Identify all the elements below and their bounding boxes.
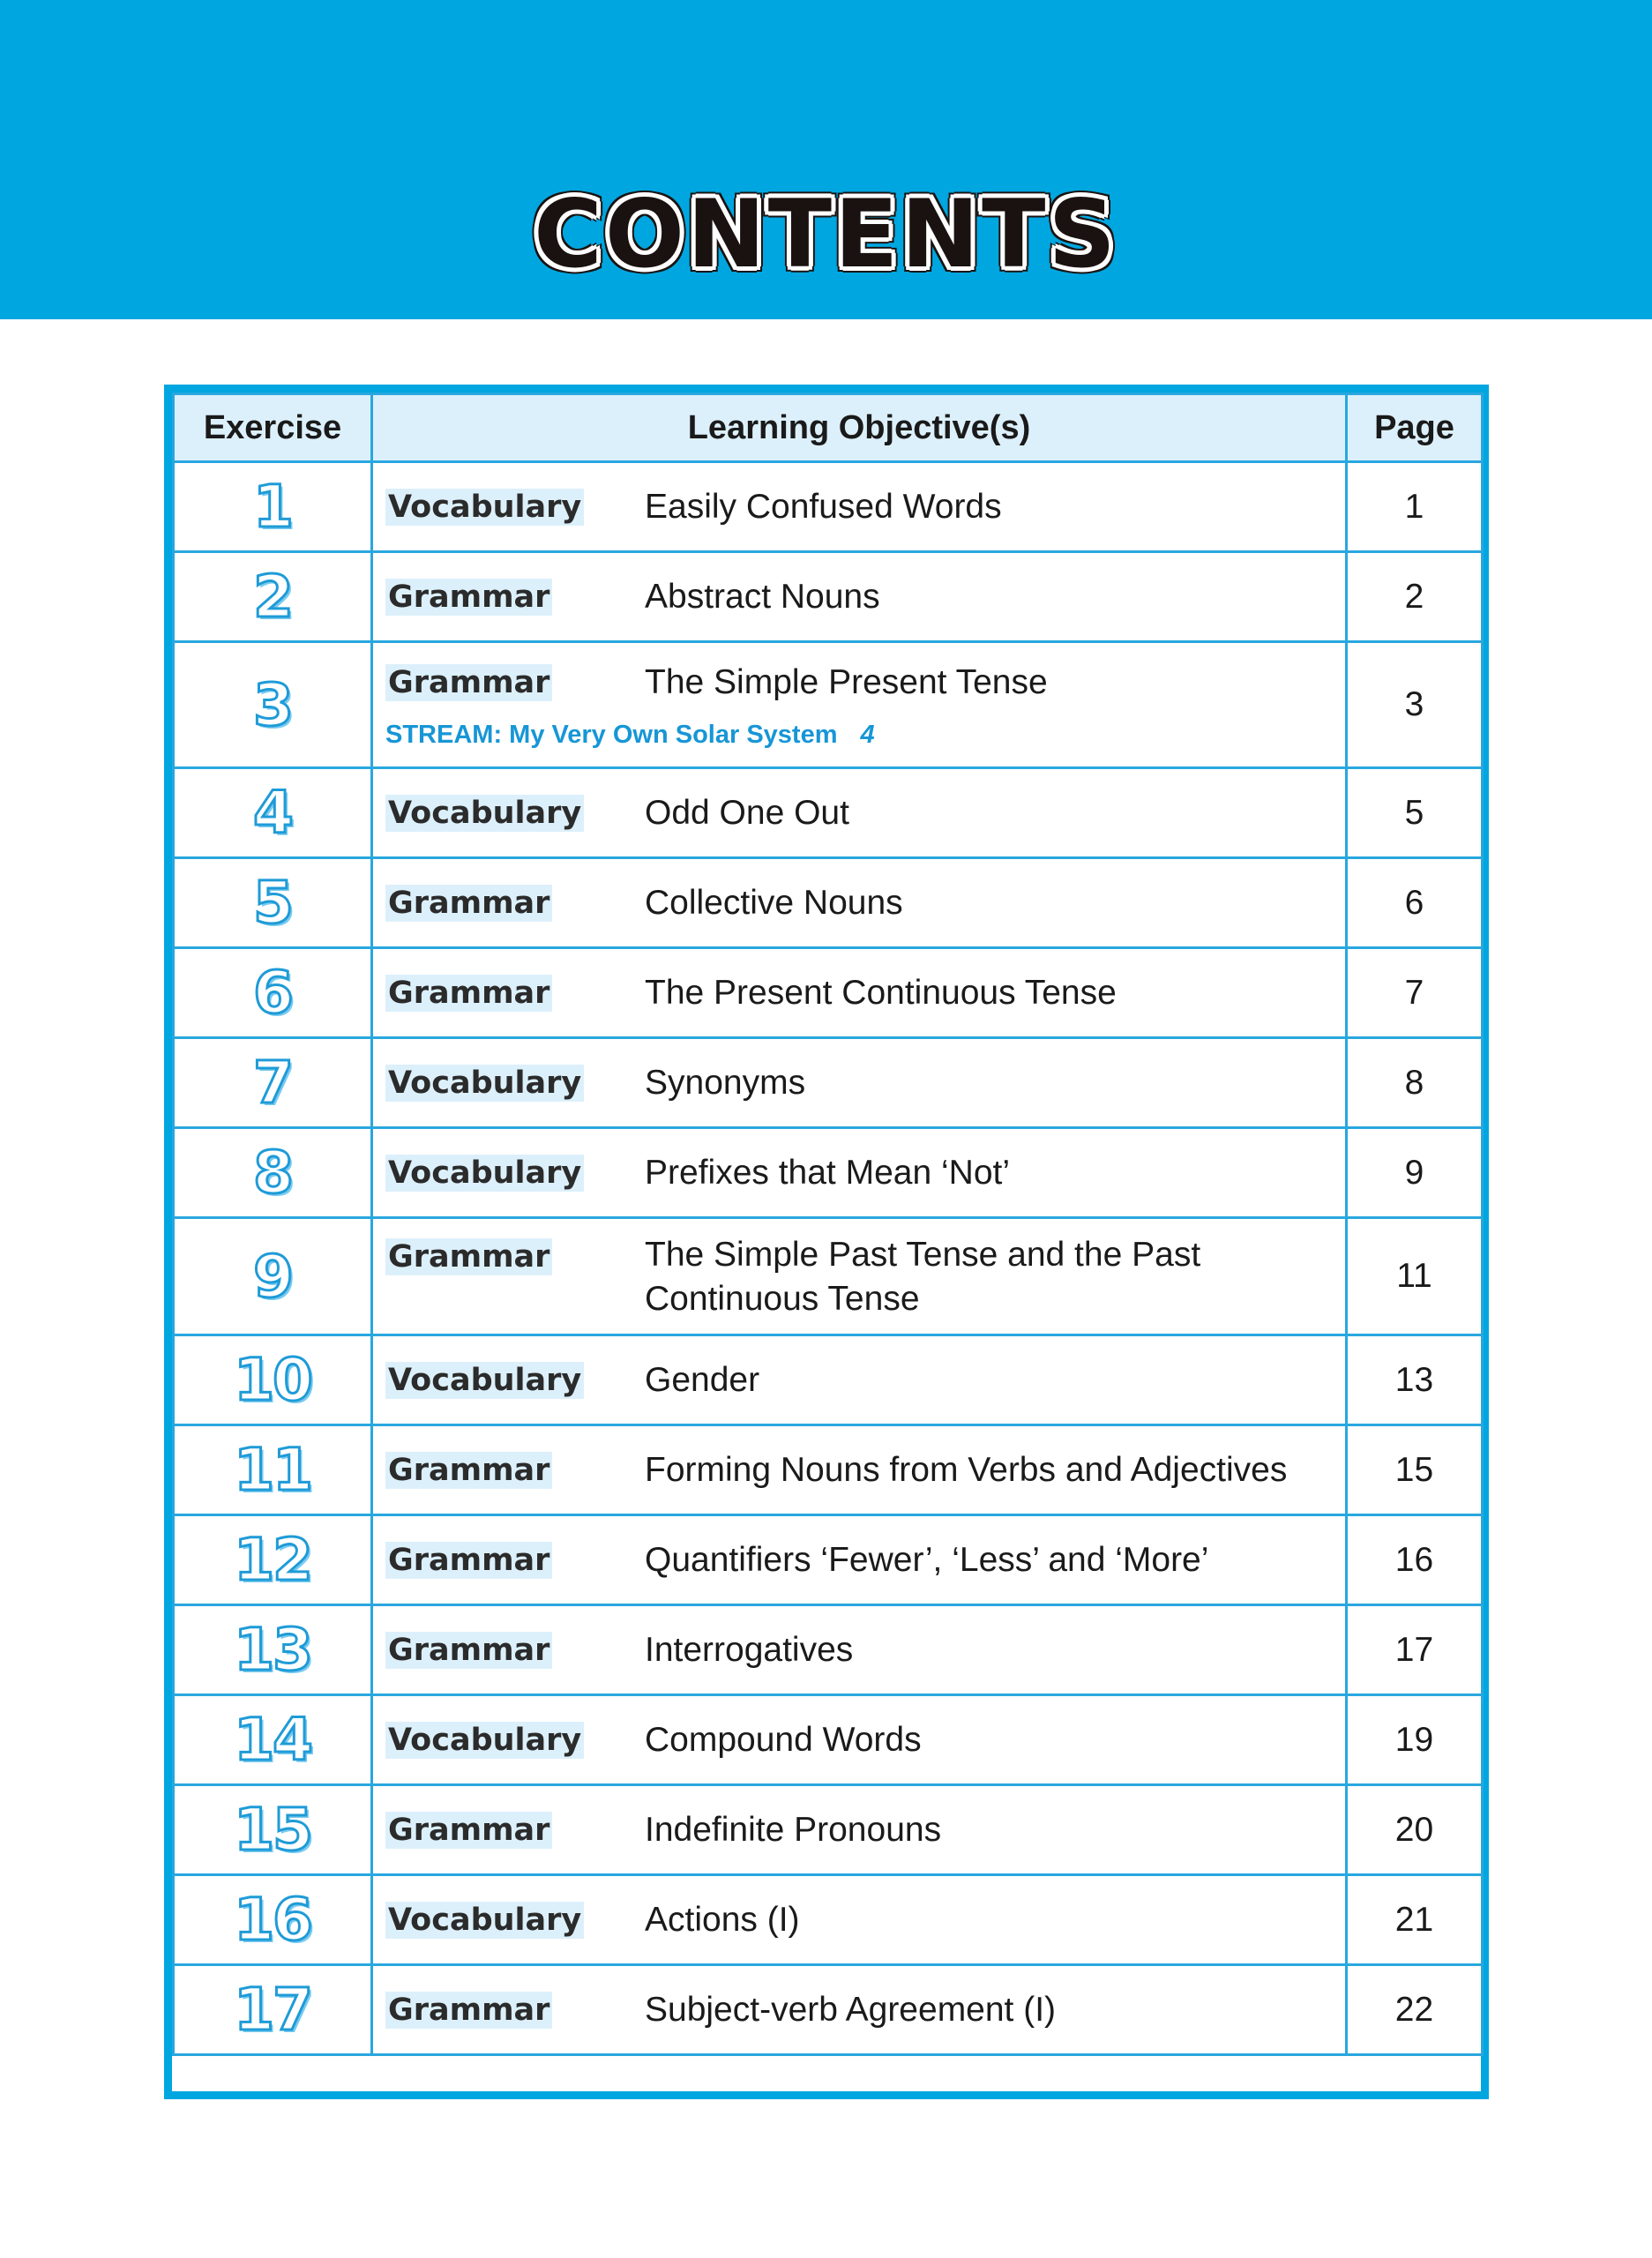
exercise-number: 5 xyxy=(174,858,372,948)
exercise-number: 1 xyxy=(174,462,372,552)
learning-objective xyxy=(372,1875,1347,1965)
page-number: 21 xyxy=(1347,1875,1483,1965)
topic-title: Abstract Nouns xyxy=(645,577,880,616)
learning-objective xyxy=(372,1515,1347,1605)
table-row[interactable] xyxy=(174,1785,1483,1875)
table-row[interactable] xyxy=(174,1965,1483,2055)
exercise-number: 17 xyxy=(174,1965,372,2055)
category-label: Vocabulary xyxy=(385,1065,584,1102)
stream-label: STREAM: My Very Own Solar System xyxy=(385,721,838,749)
topic-title: Synonyms xyxy=(645,1063,806,1102)
page-number: 6 xyxy=(1347,858,1483,948)
topic-title: Indefinite Pronouns xyxy=(645,1810,942,1849)
table-row[interactable] xyxy=(174,1605,1483,1695)
topic-title: Collective Nouns xyxy=(645,883,903,922)
page-number: 9 xyxy=(1347,1128,1483,1218)
page-number: 8 xyxy=(1347,1038,1483,1128)
page-number: 19 xyxy=(1347,1695,1483,1785)
page-number: 7 xyxy=(1347,948,1483,1038)
exercise-number: 8 xyxy=(174,1128,372,1218)
exercise-number: 13 xyxy=(174,1605,372,1695)
category-label: Grammar xyxy=(385,1542,552,1579)
category-label: Grammar xyxy=(385,1238,552,1275)
table-row[interactable] xyxy=(174,948,1483,1038)
category-label: Grammar xyxy=(385,1452,552,1489)
learning-objective xyxy=(372,1965,1347,2055)
topic-title: Prefixes that Mean ‘Not’ xyxy=(645,1153,1011,1192)
page-number: 15 xyxy=(1347,1425,1483,1515)
topic-title: The Simple Present Tense xyxy=(645,663,1048,701)
page-number: 3 xyxy=(1347,642,1483,768)
topic-title: Interrogatives xyxy=(645,1630,854,1669)
table-row[interactable] xyxy=(174,858,1483,948)
exercise-number: 9 xyxy=(174,1218,372,1335)
exercise-number: 7 xyxy=(174,1038,372,1128)
learning-objective xyxy=(372,462,1347,552)
learning-objective xyxy=(372,1128,1347,1218)
learning-objective xyxy=(372,1218,1347,1335)
table-row[interactable] xyxy=(174,1038,1483,1128)
topic-title: Subject-verb Agreement (I) xyxy=(645,1990,1057,2029)
topic-title-line-1: The Simple Past Tense and the Past xyxy=(645,1236,1201,1274)
learning-objective xyxy=(372,552,1347,642)
column-header-page: Page xyxy=(1347,394,1483,462)
exercise-number: 15 xyxy=(174,1785,372,1875)
category-label: Vocabulary xyxy=(385,1155,584,1192)
learning-objective xyxy=(372,768,1347,858)
page-number: 5 xyxy=(1347,768,1483,858)
page-number: 1 xyxy=(1347,462,1483,552)
category-label: Vocabulary xyxy=(385,1362,584,1399)
column-header-objective: Learning Objective(s) xyxy=(372,394,1347,462)
exercise-number: 16 xyxy=(174,1875,372,1965)
exercise-number: 6 xyxy=(174,948,372,1038)
category-label: Grammar xyxy=(385,664,552,701)
topic-title: Forming Nouns from Verbs and Adjectives xyxy=(645,1450,1288,1489)
table-row[interactable] xyxy=(174,552,1483,642)
category-label: Grammar xyxy=(385,1632,552,1669)
learning-objective xyxy=(372,1695,1347,1785)
page-number: 2 xyxy=(1347,552,1483,642)
table-row[interactable] xyxy=(174,1335,1483,1425)
category-label: Grammar xyxy=(385,579,552,616)
category-label: Vocabulary xyxy=(385,1902,584,1939)
learning-objective xyxy=(372,1785,1347,1875)
column-header-exercise: Exercise xyxy=(174,394,372,462)
exercise-number: 3 xyxy=(174,642,372,768)
exercise-number: 2 xyxy=(174,552,372,642)
contents-table xyxy=(172,393,1484,2056)
exercise-number: 12 xyxy=(174,1515,372,1605)
stream-page-number: 4 xyxy=(860,721,875,749)
learning-objective xyxy=(372,1605,1347,1695)
learning-objective xyxy=(372,1335,1347,1425)
table-row[interactable] xyxy=(174,1425,1483,1515)
table-row[interactable] xyxy=(174,462,1483,552)
page-number: 20 xyxy=(1347,1785,1483,1875)
page-number: 22 xyxy=(1347,1965,1483,2055)
category-label: Vocabulary xyxy=(385,489,584,526)
topic-title: Odd One Out xyxy=(645,793,849,832)
table-row[interactable] xyxy=(174,1218,1483,1335)
topic-title: The Present Continuous Tense xyxy=(645,973,1117,1012)
page-number: 11 xyxy=(1347,1218,1483,1335)
table-row[interactable] xyxy=(174,1695,1483,1785)
category-label: Vocabulary xyxy=(385,1722,584,1759)
table-row[interactable] xyxy=(174,1128,1483,1218)
topic-title: Actions (I) xyxy=(645,1900,800,1939)
topic-title: Quantifiers ‘Fewer’, ‘Less’ and ‘More’ xyxy=(645,1540,1209,1579)
table-row[interactable] xyxy=(174,642,1483,768)
exercise-number: 10 xyxy=(174,1335,372,1425)
learning-objective xyxy=(372,1425,1347,1515)
category-label: Grammar xyxy=(385,975,552,1012)
page-number: 16 xyxy=(1347,1515,1483,1605)
exercise-number: 4 xyxy=(174,768,372,858)
learning-objective xyxy=(372,948,1347,1038)
category-label: Vocabulary xyxy=(385,795,584,832)
category-label: Grammar xyxy=(385,1812,552,1849)
stream-link[interactable] xyxy=(385,721,875,750)
learning-objective xyxy=(372,858,1347,948)
page-number: 13 xyxy=(1347,1335,1483,1425)
page-title: CONTENTS xyxy=(534,180,1118,288)
table-row[interactable] xyxy=(174,768,1483,858)
learning-objective xyxy=(372,642,1347,768)
topic-title-line-2: Continuous Tense xyxy=(645,1280,920,1318)
learning-objective xyxy=(372,1038,1347,1128)
table-row[interactable] xyxy=(174,1515,1483,1605)
table-row[interactable] xyxy=(174,1875,1483,1965)
exercise-number: 11 xyxy=(174,1425,372,1515)
topic-title: Easily Confused Words xyxy=(645,487,1002,526)
topic-title: Compound Words xyxy=(645,1720,922,1759)
category-label: Grammar xyxy=(385,1992,552,2029)
category-label: Grammar xyxy=(385,885,552,922)
exercise-number: 14 xyxy=(174,1695,372,1785)
page-number: 17 xyxy=(1347,1605,1483,1695)
topic-title: Gender xyxy=(645,1360,760,1399)
table-header-row xyxy=(174,394,1483,462)
